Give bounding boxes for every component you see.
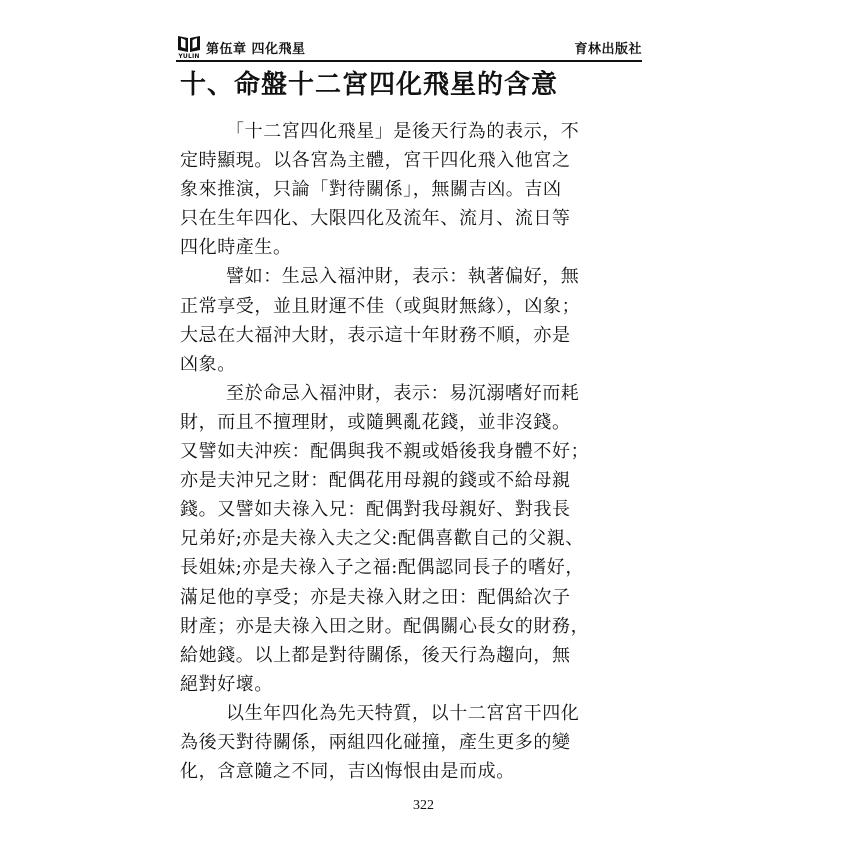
text-line: 絕對好壞。 <box>180 673 273 695</box>
text-line: 長姐妹;亦是夫祿入子之福:配偶認同長子的嗜好， <box>180 557 584 579</box>
header-divider <box>176 60 642 62</box>
section-title: 十、命盤十二宮四化飛星的含意 <box>180 70 559 100</box>
text-line: 象來推演，只論「對待關係」，無關吉凶。吉凶 <box>180 179 562 201</box>
text-line: 定時顯現。以各宮為主體，宮干四化飛入他宮之 <box>180 150 571 172</box>
body-text <box>180 117 642 786</box>
text-line: 給她錢。以上都是對待關係，後天行為趨向，無 <box>180 644 571 666</box>
text-line: 正常享受，並且財運不佳（或與財無緣），凶象； <box>180 295 581 317</box>
text-line: 為後天對待關係，兩組四化碰撞，產生更多的變 <box>180 731 571 753</box>
text-line: 錢。又譬如夫祿入兄：配偶對我母親好、對我長 <box>180 499 571 521</box>
text-line: 大忌在大福沖大財，表示這十年財務不順，亦是 <box>180 324 571 346</box>
page-header <box>176 34 642 62</box>
book-logo-icon <box>176 34 202 54</box>
text-line: 譬如：生忌入福沖財，表示：執著偏好，無 <box>226 266 580 288</box>
logo-text: YULIN <box>178 53 200 60</box>
text-line: 以生年四化為先天特質，以十二宮宮干四化 <box>226 702 580 724</box>
text-line: 化，含意隨之不同，吉凶悔恨由是而成。 <box>180 761 515 783</box>
chapter-heading: 第伍章 四化飛星 <box>206 42 306 57</box>
publisher-name: 育林出版社 <box>574 42 642 57</box>
text-line: 亦是夫沖兄之財：配偶花用母親的錢或不給母親 <box>180 470 571 492</box>
text-line: 凶象。 <box>180 353 236 375</box>
publisher-logo-icon <box>176 34 202 60</box>
text-line: 滿足他的享受；亦是夫祿入財之田：配偶給次子 <box>180 586 571 608</box>
text-line: 只在生年四化、大限四化及流年、流月、流日等 <box>180 208 571 230</box>
text-line: 財，而且不擅理財，或隨興亂花錢，並非沒錢。 <box>180 411 571 433</box>
page-number: 322 <box>413 798 434 813</box>
text-line: 至於命忌入福沖財，表示：易沉溺嗜好而耗 <box>226 382 580 404</box>
text-line: 又譬如夫沖疾：配偶與我不親或婚後我身體不好； <box>180 441 590 463</box>
text-line: 「十二宮四化飛星」是後天行為的表示，不 <box>226 121 580 142</box>
text-line: 財產；亦是夫祿入田之財。配偶關心長女的財務， <box>180 615 590 637</box>
text-line: 四化時產生。 <box>180 237 292 259</box>
text-line: 兄弟好;亦是夫祿入夫之父:配偶喜歡自己的父親、 <box>180 528 584 550</box>
